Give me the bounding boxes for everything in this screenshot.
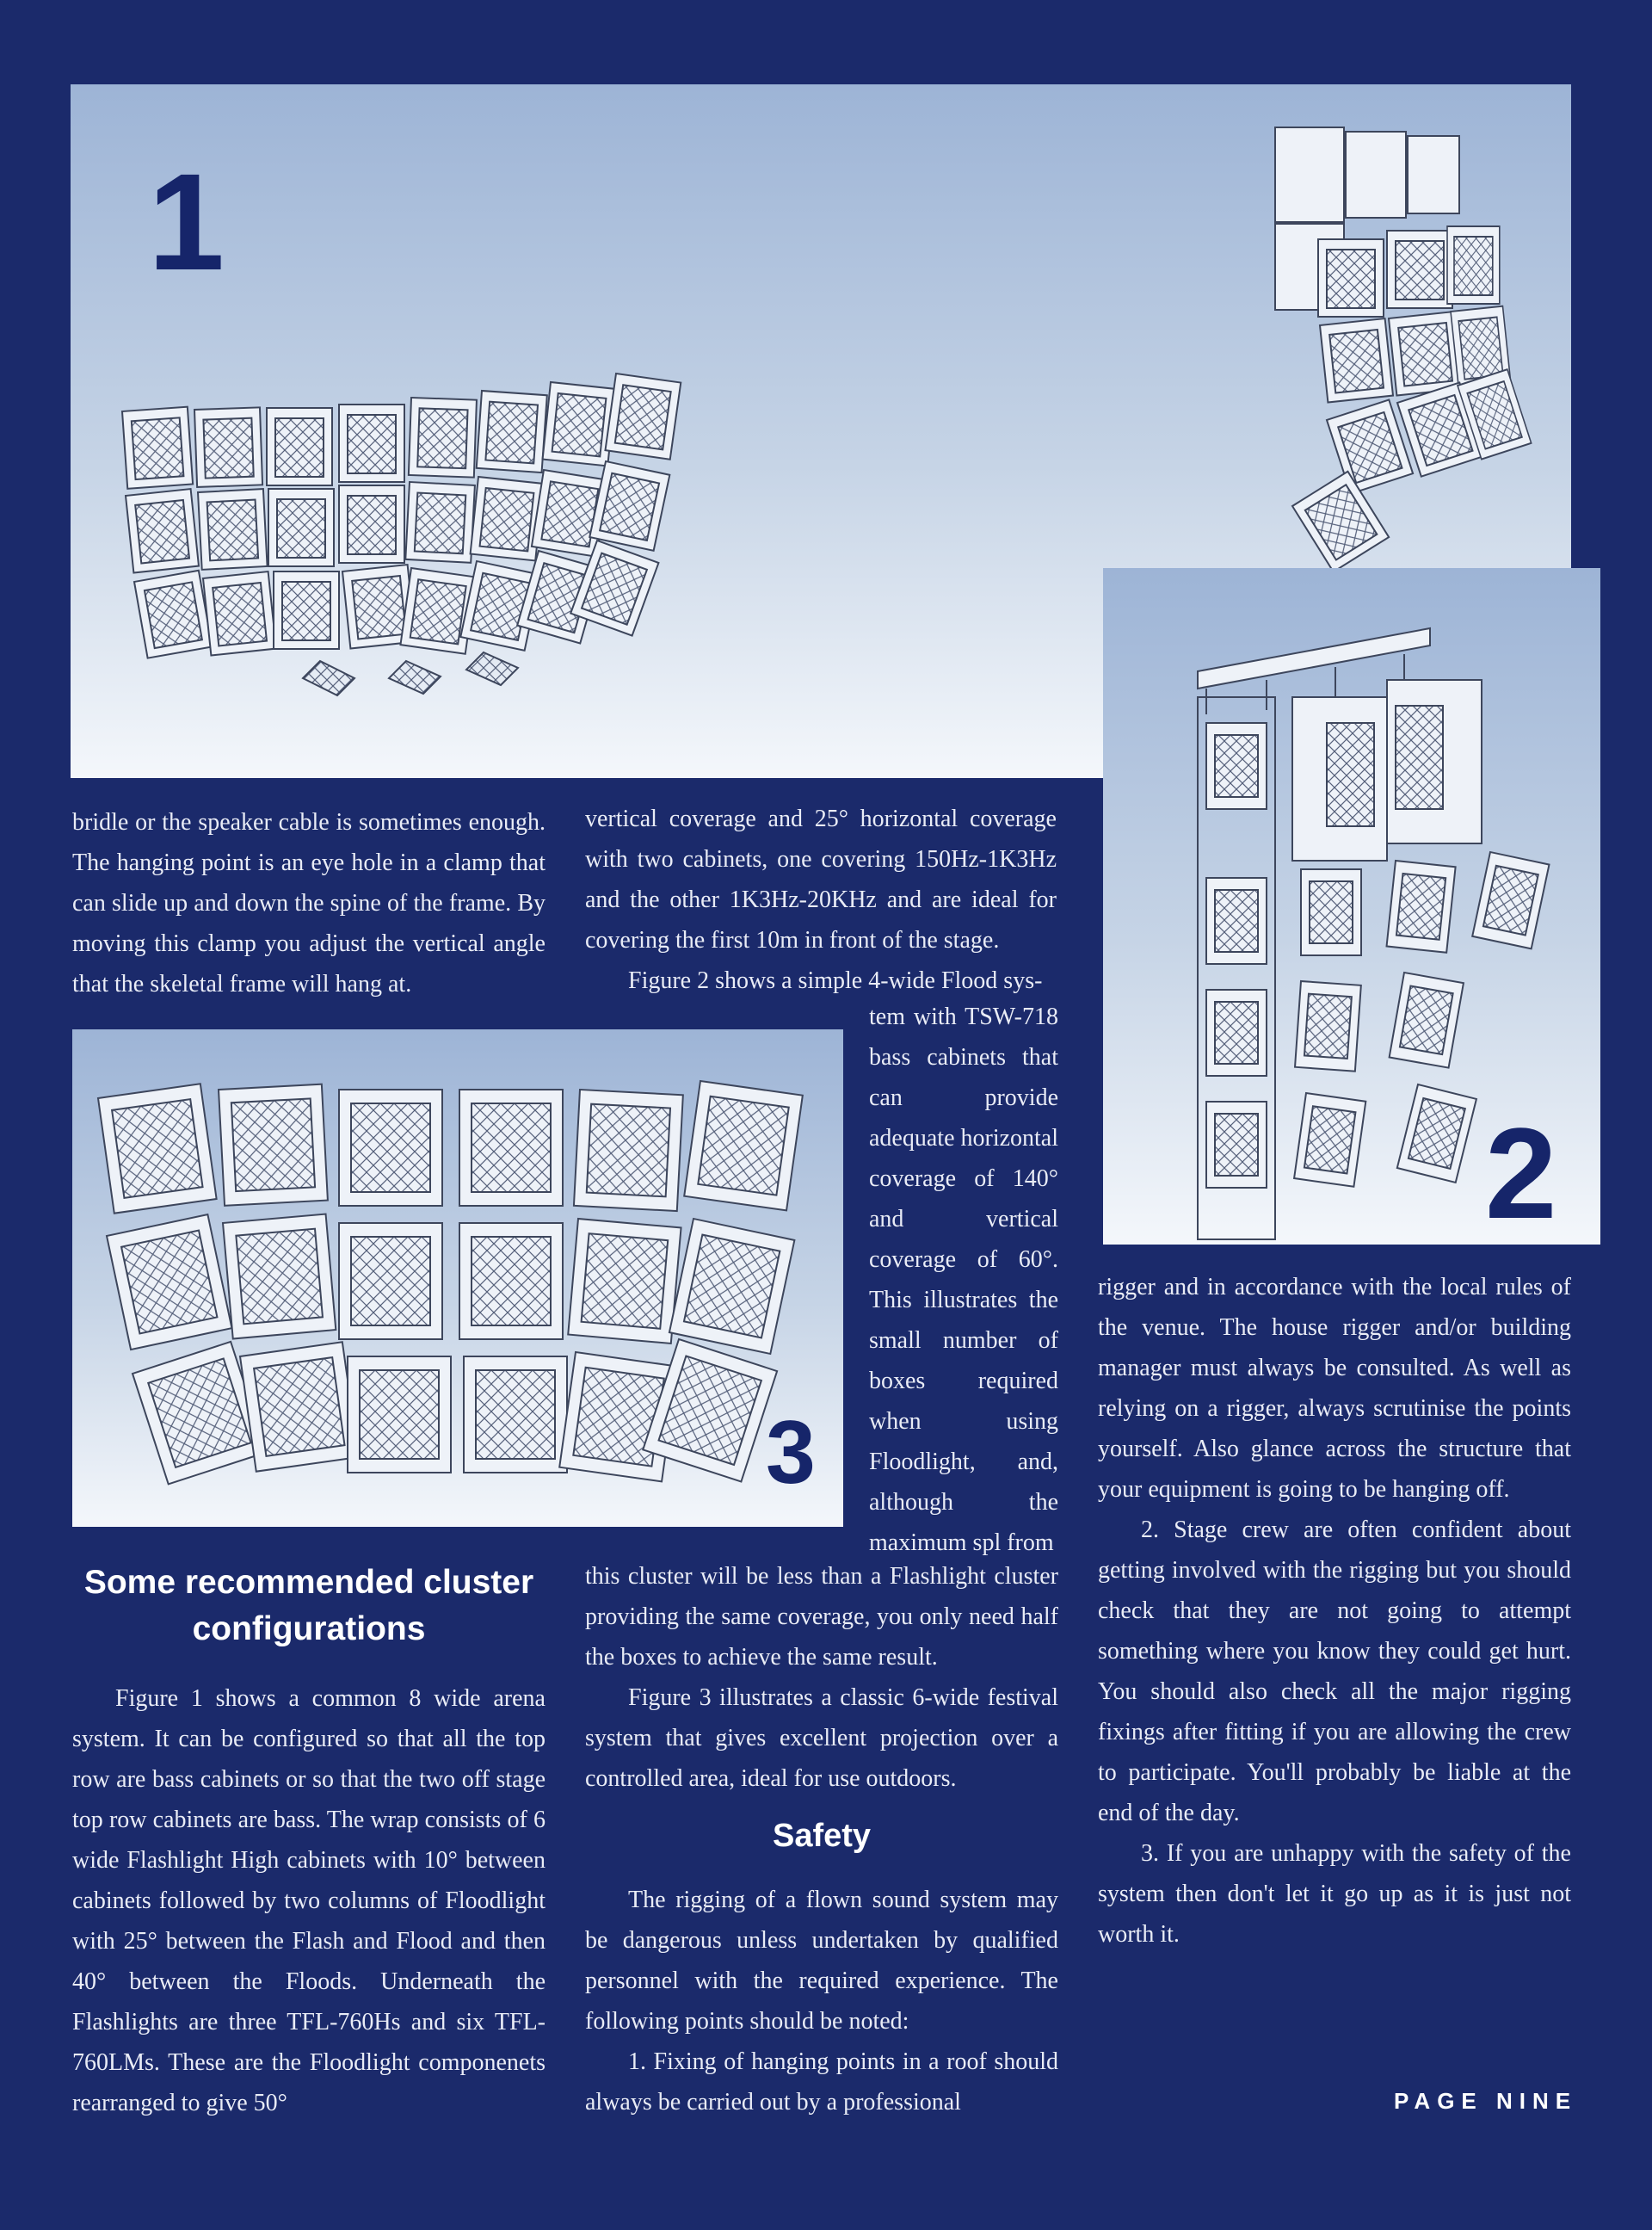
safety-heading: Safety: [772, 1818, 872, 1854]
figure-3-description: Figure 3 illustrates a classic 6-wide festival system that gives excellent projection over a controlled area, ideal for use outdoors.: [585, 1684, 1058, 1792]
figure-2-continued-text: this cluster will be less than a Flashlight cluster providing the same coverage, you only need half the boxes to achieve the same result.: [585, 1563, 1058, 1671]
safety-intro-text: The rigging of a flown sound system may be dangerous unless undertaken by qualified personnel with the required experience. The following points should be noted:: [585, 1887, 1058, 2035]
figure-2-intro-text: Figure 2 shows a simple 4-wide Flood sys-: [628, 967, 1043, 994]
figure-2-number: 2: [1485, 1101, 1557, 1245]
column-1-top-text: bridle or the speaker cable is sometimes enough. The hanging point is an eye hole in a clamp that can slide up and down the spine of the frame. By moving this clamp you adjust the vertical angle that the skeletal frame will hang at.: [72, 809, 546, 998]
column-2-continued: [585, 1556, 1058, 2122]
column-1-body: [72, 1560, 546, 2123]
column-3: [1098, 1267, 1571, 1955]
figure-3-panel: [72, 1029, 843, 1527]
safety-point-2-text: 2. Stage crew are often confident about getting involved with the rigging but you should check that they are not going to attempt something where you know they could get hurt. You should also check all the major rigging fixings after fitting if you are allowing the crew to participate. You'll probably be liable at the end of the day.: [1098, 1517, 1571, 1826]
figure-2-wrap-text: tem with TSW-718 bass cabinets that can provide adequate horizontal coverage of 140° and vertical coverage of 60°. This illustrates the small number of boxes required when using Floodlight, and, although the maximum spl from: [869, 1004, 1059, 1556]
column-2-top: [585, 799, 1057, 1001]
column-1-top: [72, 802, 546, 1004]
cluster-configurations-heading: Some recommended cluster configurations: [83, 1564, 534, 1647]
figure-2-panel: [1103, 568, 1600, 1245]
figure-3-number: 3: [766, 1403, 816, 1503]
figure-3-festival-system-illustration: [72, 1029, 843, 1527]
safety-point-1-continued: rigger and in accordance with the local rules of the venue. The house rigger and/or building manager must always be consulted. As well as relying on a rigger, always scrutinise the points yourself. Also glance across the structure that your equipment is going to be hanging off.: [1098, 1274, 1571, 1503]
column-2-top-text: vertical coverage and 25° horizontal coverage with two cabinets, one covering 150Hz-1K3Hz and the other 1K3Hz-20KHz and are ideal for covering the first 10m in front of the stage.: [585, 806, 1057, 954]
safety-point-3-text: 3. If you are unhappy with the safety of the system then don't let it go up as it is just not worth it.: [1098, 1840, 1571, 1948]
column-2-wrap: [869, 997, 1058, 1563]
page-number-footer: PAGE NINE: [1394, 2088, 1578, 2114]
figure-1-description: Figure 1 shows a common 8 wide arena system. It can be configured so that all the top row are bass cabinets or so that the two off stage top row cabinets are bass. The wrap consists of 6 wide Flashlight High cabinets with 10° between cabinets followed by two columns of Floodlight with 25° between the Flash and Flood and then 40° between the Floods. Underneath the Flashlights are three TFL-760Hs and six TFL-760LMs. These are the Floodlight componenets rearranged to give 50°: [72, 1685, 546, 2116]
figure-1-number: 1: [148, 145, 225, 299]
safety-point-1-text: 1. Fixing of hanging points in a roof should always be carried out by a professional: [585, 2048, 1058, 2116]
